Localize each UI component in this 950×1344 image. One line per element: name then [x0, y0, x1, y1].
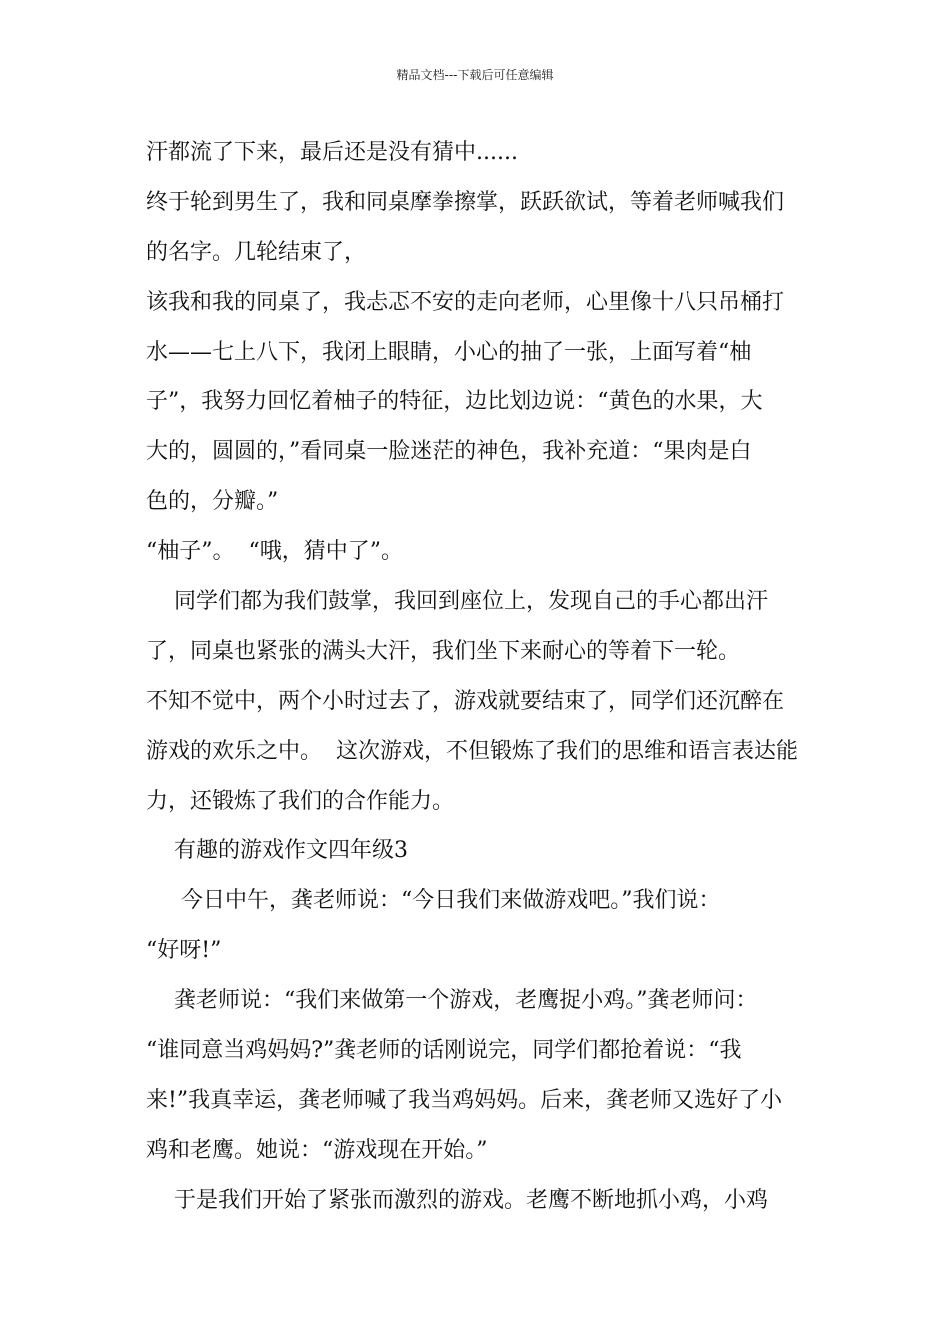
- text-line: 龚老师说：“我们来做第一个游戏，老鹰捉小鸡。”龚老师问：: [146, 988, 758, 1014]
- text-line: 汗都流了下来，最后还是没有猜中......: [146, 140, 518, 165]
- text-line: 今日中午，龚老师说：“今日我们来做游戏吧。”我们说：: [146, 888, 721, 914]
- text-line: “谁同意当鸡妈妈?”龚老师的话刚说完，同学们都抢着说：“我: [146, 1038, 742, 1064]
- text-line: 不知不觉中，两个小时过去了，游戏就要结束了，同学们还沉醉在: [146, 688, 785, 714]
- text-line: 鸡和老鹰。她说：“游戏现在开始。”: [146, 1137, 488, 1163]
- text-line: 终于轮到男生了，我和同桌摩拳擦掌，跃跃欲试，等着老师喊我们: [146, 189, 785, 215]
- text-line: 的名字。几轮结束了，: [146, 239, 367, 265]
- section-heading: 有趣的游戏作文四年级3: [146, 838, 408, 864]
- text-line: 游戏的欢乐之中。 这次游戏，不但锻炼了我们的思维和语言表达能: [146, 738, 798, 764]
- page-header: 精品文档---下载后可任意编辑: [396, 68, 554, 82]
- text-line: 于是我们开始了紧张而激烈的游戏。老鹰不断地抓小鸡，小鸡: [146, 1187, 768, 1213]
- text-line: “柚子”。 “哦，猜中了”。: [146, 539, 403, 565]
- text-line: 力，还锻炼了我们的合作能力。: [146, 788, 455, 814]
- text-line: “好呀!”: [146, 938, 222, 964]
- text-line: 大的，圆圆的，”看同桌一脸迷茫的神色，我补充道：“果肉是白: [146, 439, 752, 465]
- text-line: 了，同桌也紧张的满头大汗，我们坐下来耐心的等着下一轮。: [146, 638, 741, 664]
- text-line: 同学们都为我们鼓掌，我回到座位上，发现自己的手心都出汗: [146, 589, 768, 615]
- text-line: 色的，分瓣。”: [146, 489, 279, 515]
- document-body: [146, 132, 816, 1230]
- text-line: 来!”我真幸运，龚老师喊了我当鸡妈妈。后来，龚老师又选好了小: [146, 1087, 783, 1113]
- text-line: 子”，我努力回忆着柚子的特征，边比划边说：“黄色的水果，大: [146, 389, 763, 415]
- text-line: 该我和我的同桌了，我忐忑不安的走向老师，心里像十八只吊桶打: [146, 289, 785, 315]
- text-line: 水——七上八下，我闭上眼睛，小心的抽了一张，上面写着“柚: [146, 339, 752, 365]
